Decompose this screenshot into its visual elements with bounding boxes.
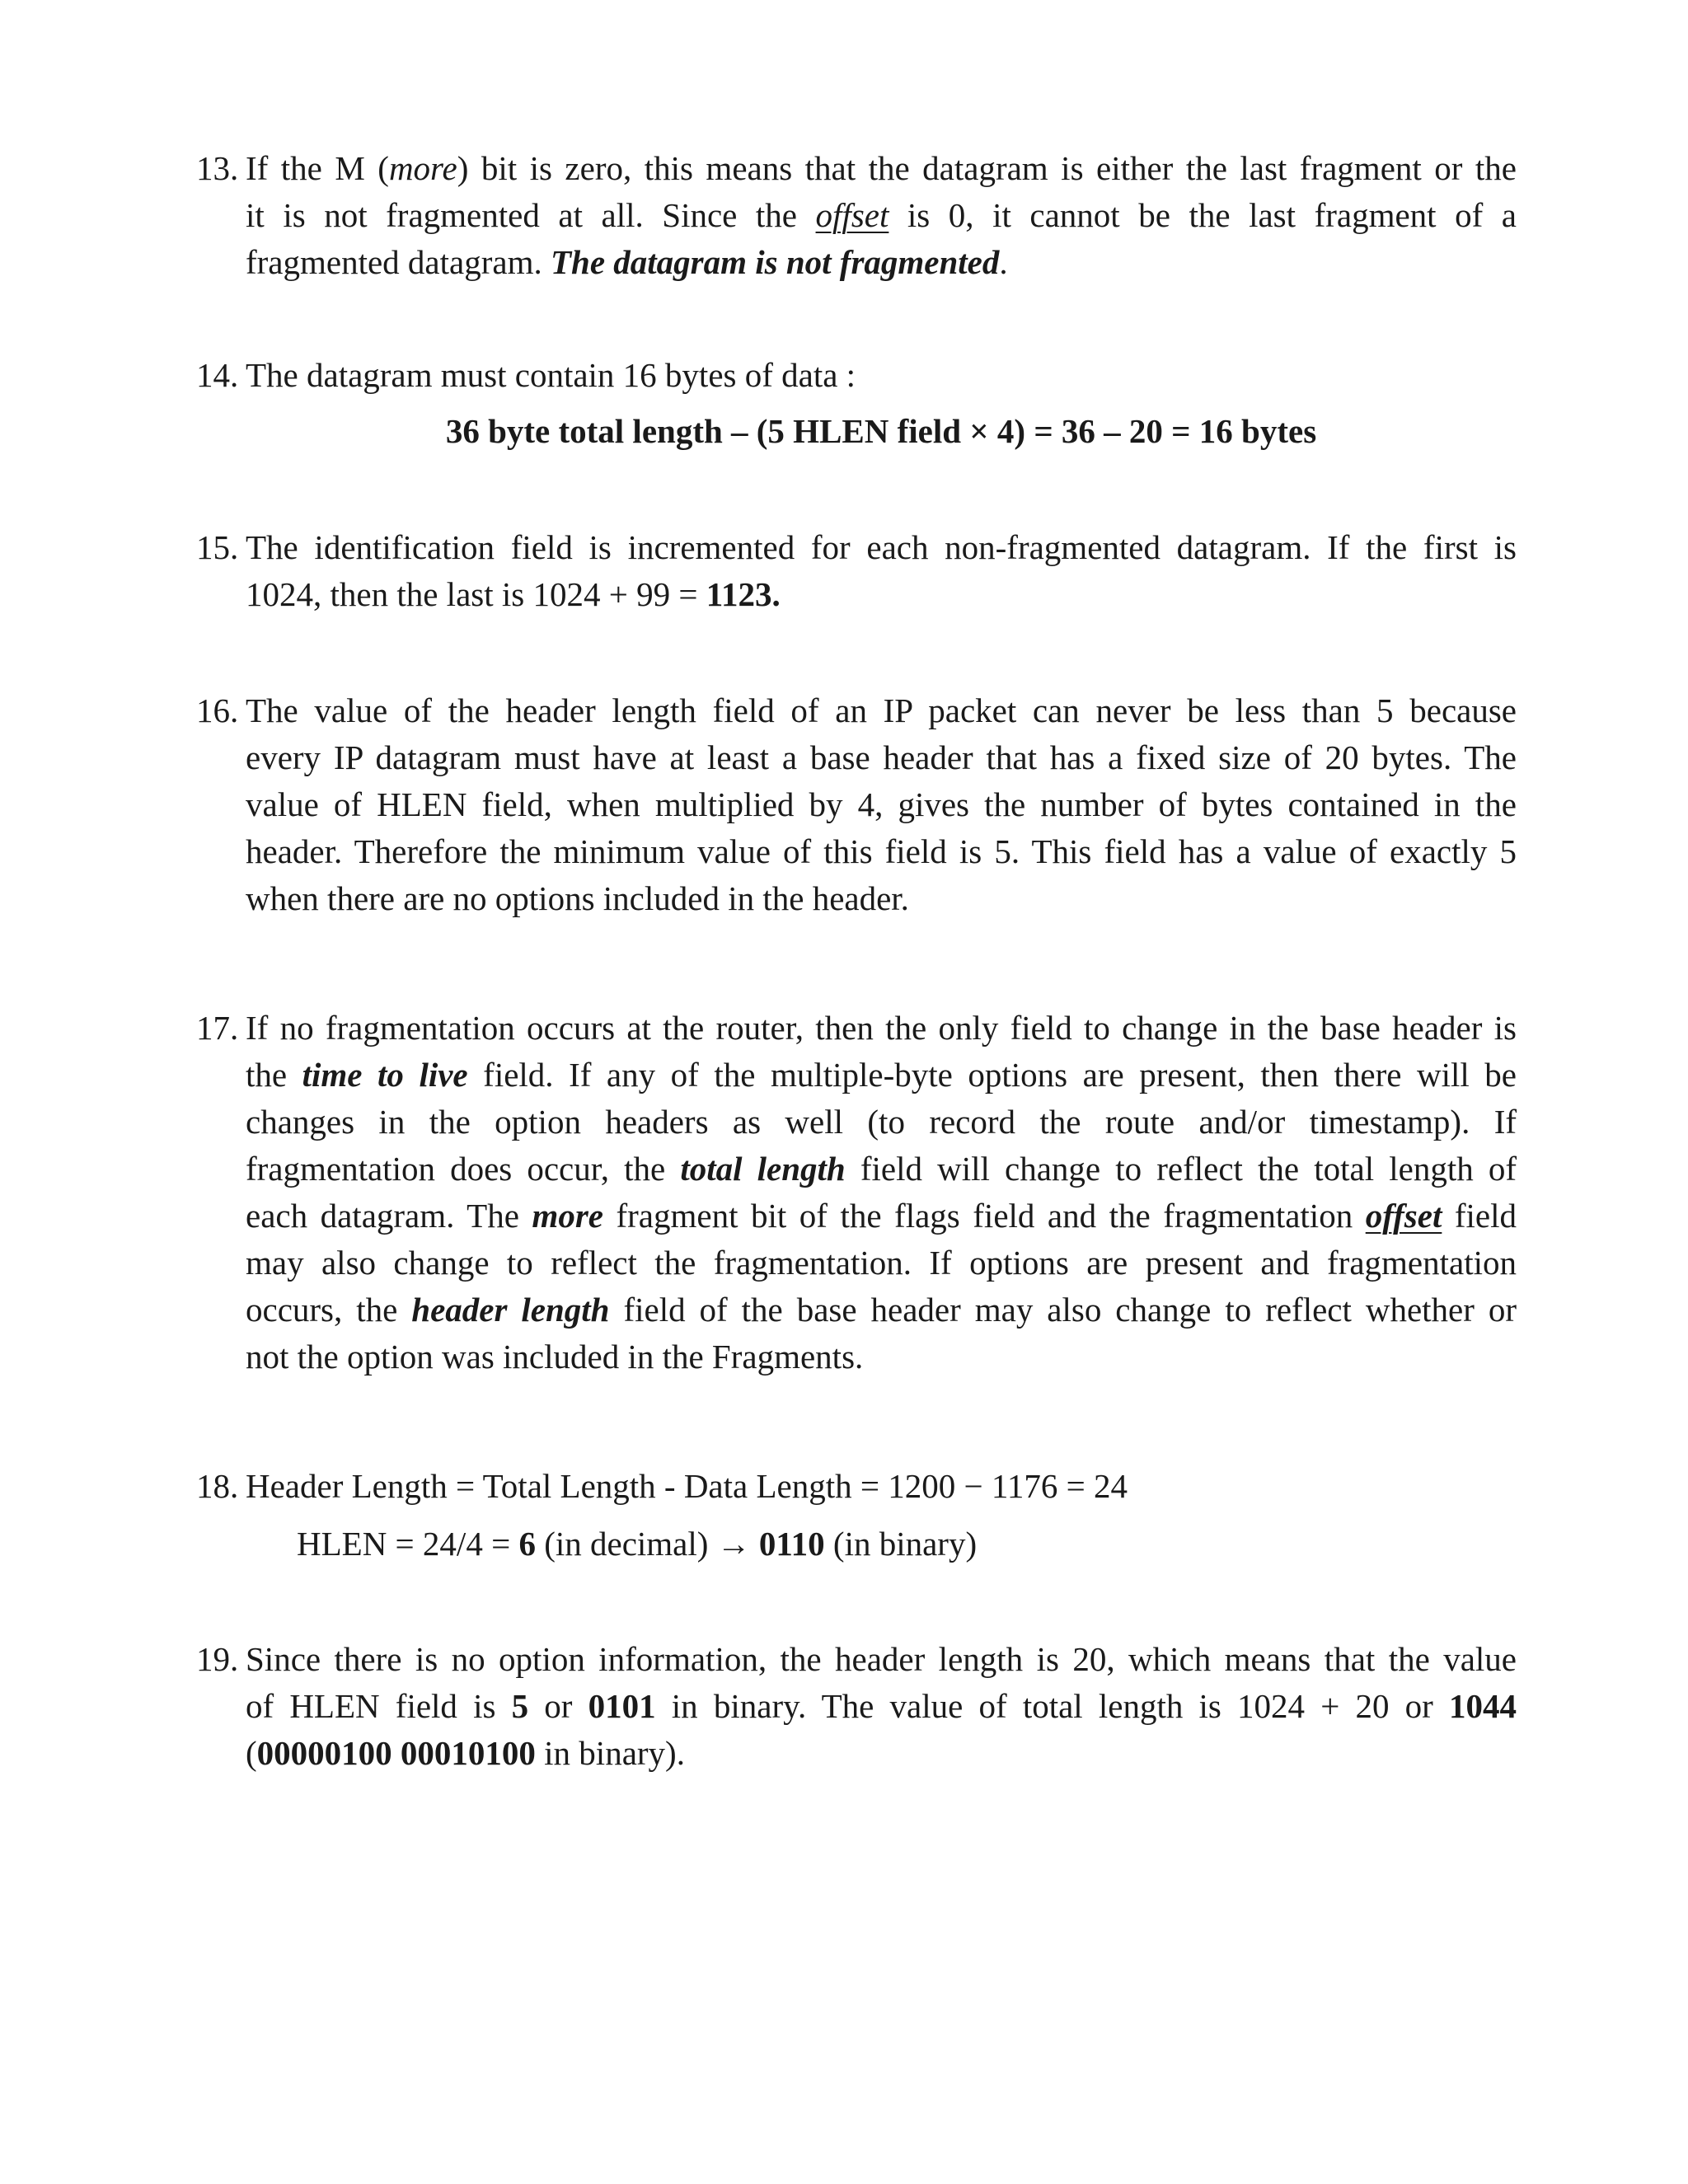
item-number: 15. — [196, 528, 239, 566]
text-line: value of HLEN field, when multiplied by 4, gives the number of bytes contained in the — [246, 785, 1517, 823]
item-number: 19. — [196, 1640, 239, 1678]
text-line: The identification field is incremented for each non-fragmented datagram. If the first is — [246, 528, 1517, 566]
item-number: 16. — [196, 691, 239, 729]
answer-13-text — [246, 145, 1517, 286]
answer-15 — [196, 524, 1517, 618]
answer-19 — [196, 1636, 1517, 1777]
item-number: 18. — [196, 1467, 239, 1505]
text-line: The datagram must contain 16 bytes of data : — [246, 356, 856, 394]
formula: 36 byte total length – (5 HLEN field × 4) = 36 – 20 = 16 bytes — [445, 412, 1317, 450]
answer-16-text — [246, 687, 1517, 922]
answer-16 — [196, 687, 1517, 922]
text-line: changes in the option headers as well (to record the route and/or timestamp). If — [246, 1103, 1517, 1141]
item-number: 13. — [196, 149, 239, 187]
text-line: If no fragmentation occurs at the router, then the only field to change in the base header is — [246, 1009, 1517, 1047]
text-line: of HLEN field is 5 or 0101 in binary. The value of total length is 1024 + 20 or 1044 — [246, 1687, 1517, 1725]
text-line: header. Therefore the minimum value of this field is 5. This field has a value of exactly 5 — [246, 832, 1517, 870]
text-line: Header Length = Total Length - Data Length = 1200 − 1176 = 24 — [246, 1467, 1128, 1505]
text-line: fragmented datagram. The datagram is not fragmented. — [246, 243, 1008, 281]
answer-17-text — [246, 1005, 1517, 1380]
item-number: 17. — [196, 1009, 239, 1047]
text-line: occurs, the header length field of the base header may also change to reflect whether or — [246, 1291, 1517, 1329]
text-line: may also change to reflect the fragmentation. If options are present and fragmentation — [246, 1244, 1517, 1282]
text-line: The value of the header length field of an IP packet can never be less than 5 because — [246, 691, 1517, 729]
text-line: each datagram. The more fragment bit of the flags field and the fragmentation offset field — [246, 1197, 1517, 1235]
item-number: 14. — [196, 356, 239, 394]
answer-15-text — [246, 524, 1517, 618]
answer-14 — [196, 352, 1517, 455]
text-line: the time to live field. If any of the multiple-byte options are present, then there will be — [246, 1056, 1517, 1094]
text-line: Since there is no option information, the header length is 20, which means that the value — [246, 1640, 1517, 1678]
answer-13 — [196, 145, 1517, 286]
text-line: HLEN = 24/4 = 6 (in decimal) → 0110 (in binary) — [297, 1525, 978, 1563]
answer-19-text — [246, 1636, 1517, 1777]
text-line: 1024, then the last is 1024 + 99 = 1123. — [246, 575, 781, 613]
answer-18 — [196, 1463, 1517, 1568]
text-line: (00000100 00010100 in binary). — [246, 1734, 685, 1772]
text-line: fragmentation does occur, the total length field will change to reflect the total length of — [246, 1150, 1517, 1188]
text-line: when there are no options included in the header. — [246, 879, 909, 917]
text-line: not the option was included in the Fragments. — [246, 1338, 864, 1376]
answer-14-text — [246, 352, 1517, 455]
text-line: every IP datagram must have at least a base header that has a fixed size of 20 bytes. The — [246, 738, 1517, 776]
answer-17 — [196, 1005, 1517, 1380]
text-line: it is not fragmented at all. Since the offset is 0, it cannot be the last fragment of a — [246, 196, 1517, 234]
text-line: If the M (more) bit is zero, this means that the datagram is either the last fragment or the — [246, 149, 1517, 187]
answer-18-text — [246, 1463, 1517, 1568]
